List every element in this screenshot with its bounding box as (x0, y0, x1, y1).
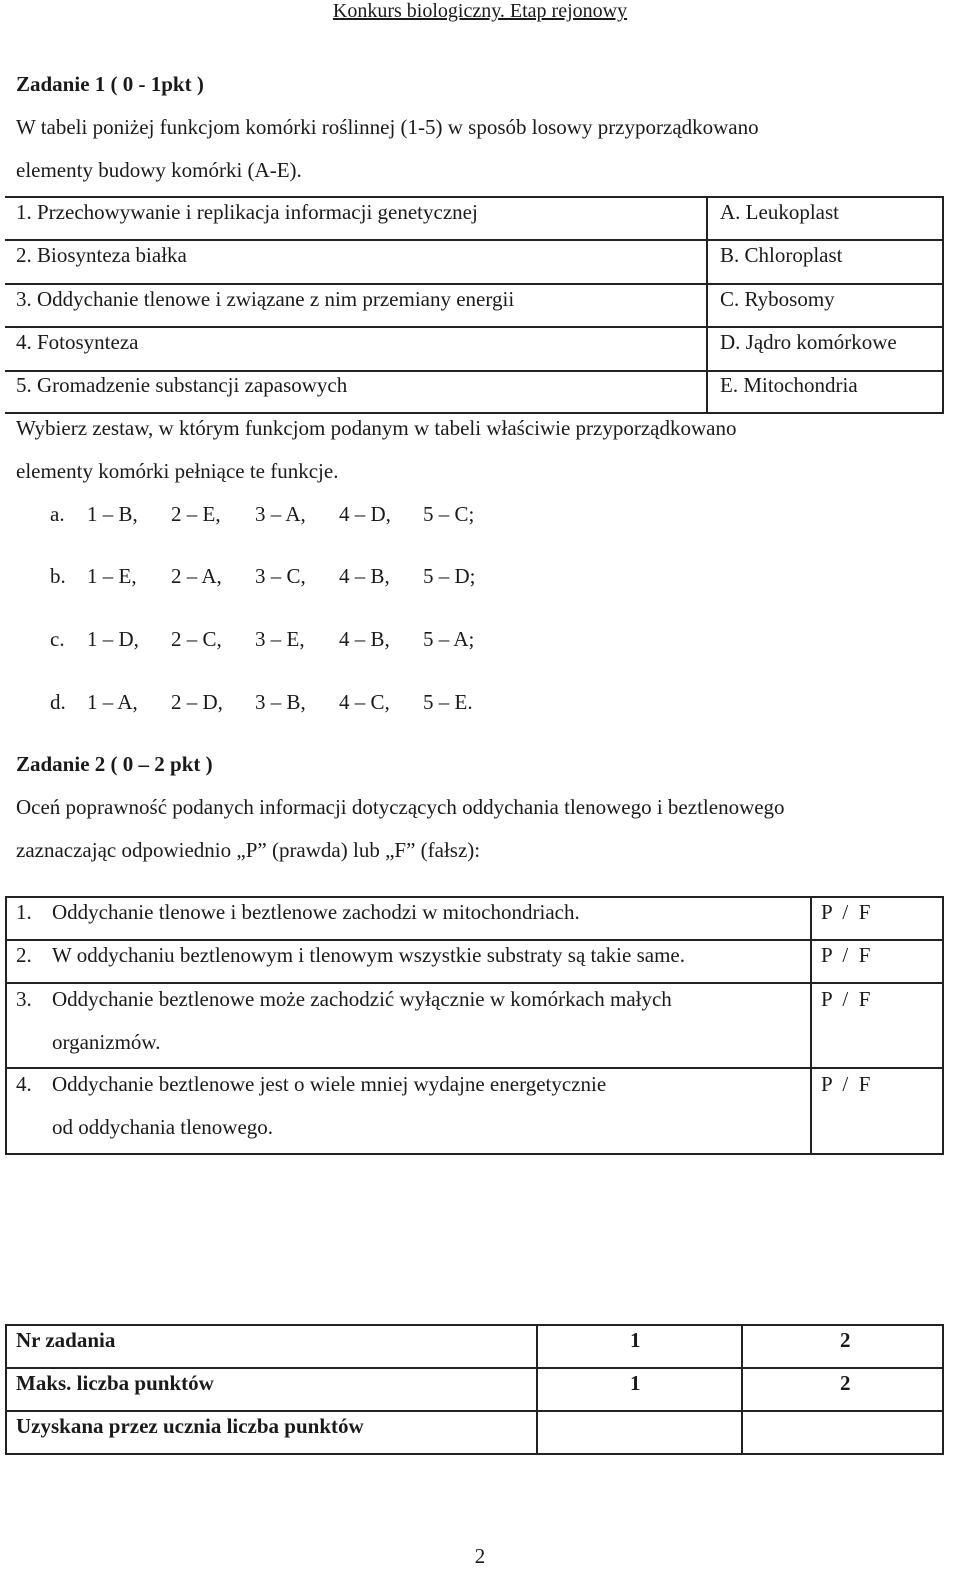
task2-intro-line2: zaznaczając odpowiednio „P” (prawda) lub „F” (fałsz): (16, 838, 481, 862)
task2-intro-line1: Oceń poprawność podanych informacji dotyczących oddychania tlenowego i beztlenowego (16, 795, 785, 819)
task1-title: Zadanie 1 ( 0 - 1pkt ) (16, 72, 204, 96)
option-pair: 2 – D, (171, 690, 223, 714)
option-pair: 4 – C, (339, 690, 390, 714)
score-label-task-number: Nr zadania (16, 1328, 116, 1352)
page-header: Konkurs biologiczny. Etap rejonowy (332, 0, 628, 22)
score-task-1: 1 (630, 1328, 641, 1352)
statement-number: 4. (16, 1072, 32, 1096)
statement-answer-p-f[interactable]: P / F (821, 943, 871, 967)
option-pair: 4 – B, (339, 627, 390, 651)
statement-text: W oddychaniu beztlenowym i tlenowym wszystkie substraty są takie same. (52, 943, 685, 967)
score-max-task-1: 1 (630, 1371, 641, 1395)
statement-text: Oddychanie beztlenowe jest o wiele mniej wydajne energetycznie (52, 1072, 607, 1096)
task1-intro-line2: elementy budowy komórki (A-E). (16, 158, 302, 182)
score-max-task-2: 2 (840, 1371, 851, 1395)
statement-text-continued: od oddychania tlenowego. (52, 1115, 274, 1139)
option-pair: 5 – D; (423, 564, 476, 588)
option-letter: a. (50, 502, 65, 526)
task1-element-c: C. Rybosomy (720, 287, 835, 311)
option-pair: 3 – B, (255, 690, 306, 714)
statement-answer-p-f[interactable]: P / F (821, 900, 871, 924)
option-pair: 4 – B, (339, 564, 390, 588)
task1-intro-line1: W tabeli poniżej funkcjom komórki roślinnej (1-5) w sposób losowy przyporządkowano (16, 115, 759, 139)
task1-function-2: 2. Biosynteza białka (16, 243, 187, 267)
task1-question-line1: Wybierz zestaw, w którym funkcjom podanym w tabeli właściwie przyporządkowano (16, 416, 737, 440)
statement-text: Oddychanie beztlenowe może zachodzić wyłącznie w komórkach małych (52, 987, 672, 1011)
task2-title: Zadanie 2 ( 0 – 2 pkt ) (16, 752, 213, 776)
task1-function-3: 3. Oddychanie tlenowe i związane z nim przemiany energii (16, 287, 515, 311)
statement-text-continued: organizmów. (52, 1030, 161, 1054)
option-letter: d. (50, 690, 66, 714)
option-pair: 5 – A; (423, 627, 475, 651)
task1-function-5: 5. Gromadzenie substancji zapasowych (16, 373, 348, 397)
task1-question-line2: elementy komórki pełniące te funkcje. (16, 459, 339, 483)
option-letter: b. (50, 564, 66, 588)
option-pair: 3 – E, (255, 627, 305, 651)
option-pair: 5 – E. (423, 690, 473, 714)
task1-function-4: 4. Fotosynteza (16, 330, 139, 354)
option-pair: 3 – C, (255, 564, 306, 588)
option-pair: 1 – E, (87, 564, 137, 588)
statement-answer-p-f[interactable]: P / F (821, 987, 871, 1011)
option-pair: 5 – C; (423, 502, 475, 526)
statement-text: Oddychanie tlenowe i beztlenowe zachodzi w mitochondriach. (52, 900, 580, 924)
score-obtained-task-1-field[interactable] (545, 1414, 725, 1444)
score-label-obtained-points: Uzyskana przez ucznia liczba punktów (16, 1414, 364, 1438)
task1-function-1: 1. Przechowywanie i replikacja informacji genetycznej (16, 200, 478, 224)
option-pair: 2 – A, (171, 564, 222, 588)
option-pair: 4 – D, (339, 502, 391, 526)
task1-element-b: B. Chloroplast (720, 243, 843, 267)
task1-element-d: D. Jądro komórkowe (720, 330, 897, 354)
statement-number: 2. (16, 943, 32, 967)
option-pair: 1 – B, (87, 502, 138, 526)
option-letter: c. (50, 627, 65, 651)
score-task-2: 2 (840, 1328, 851, 1352)
page-number: 2 (474, 1544, 486, 1568)
option-pair: 2 – E, (171, 502, 221, 526)
statement-number: 1. (16, 900, 32, 924)
score-label-max-points: Maks. liczba punktów (16, 1371, 214, 1395)
option-pair: 3 – A, (255, 502, 306, 526)
statement-answer-p-f[interactable]: P / F (821, 1072, 871, 1096)
task1-element-e: E. Mitochondria (720, 373, 858, 397)
statement-number: 3. (16, 987, 32, 1011)
option-pair: 1 – A, (87, 690, 138, 714)
score-obtained-task-2-field[interactable] (750, 1414, 930, 1444)
option-pair: 1 – D, (87, 627, 139, 651)
task1-element-a: A. Leukoplast (720, 200, 839, 224)
option-pair: 2 – C, (171, 627, 222, 651)
